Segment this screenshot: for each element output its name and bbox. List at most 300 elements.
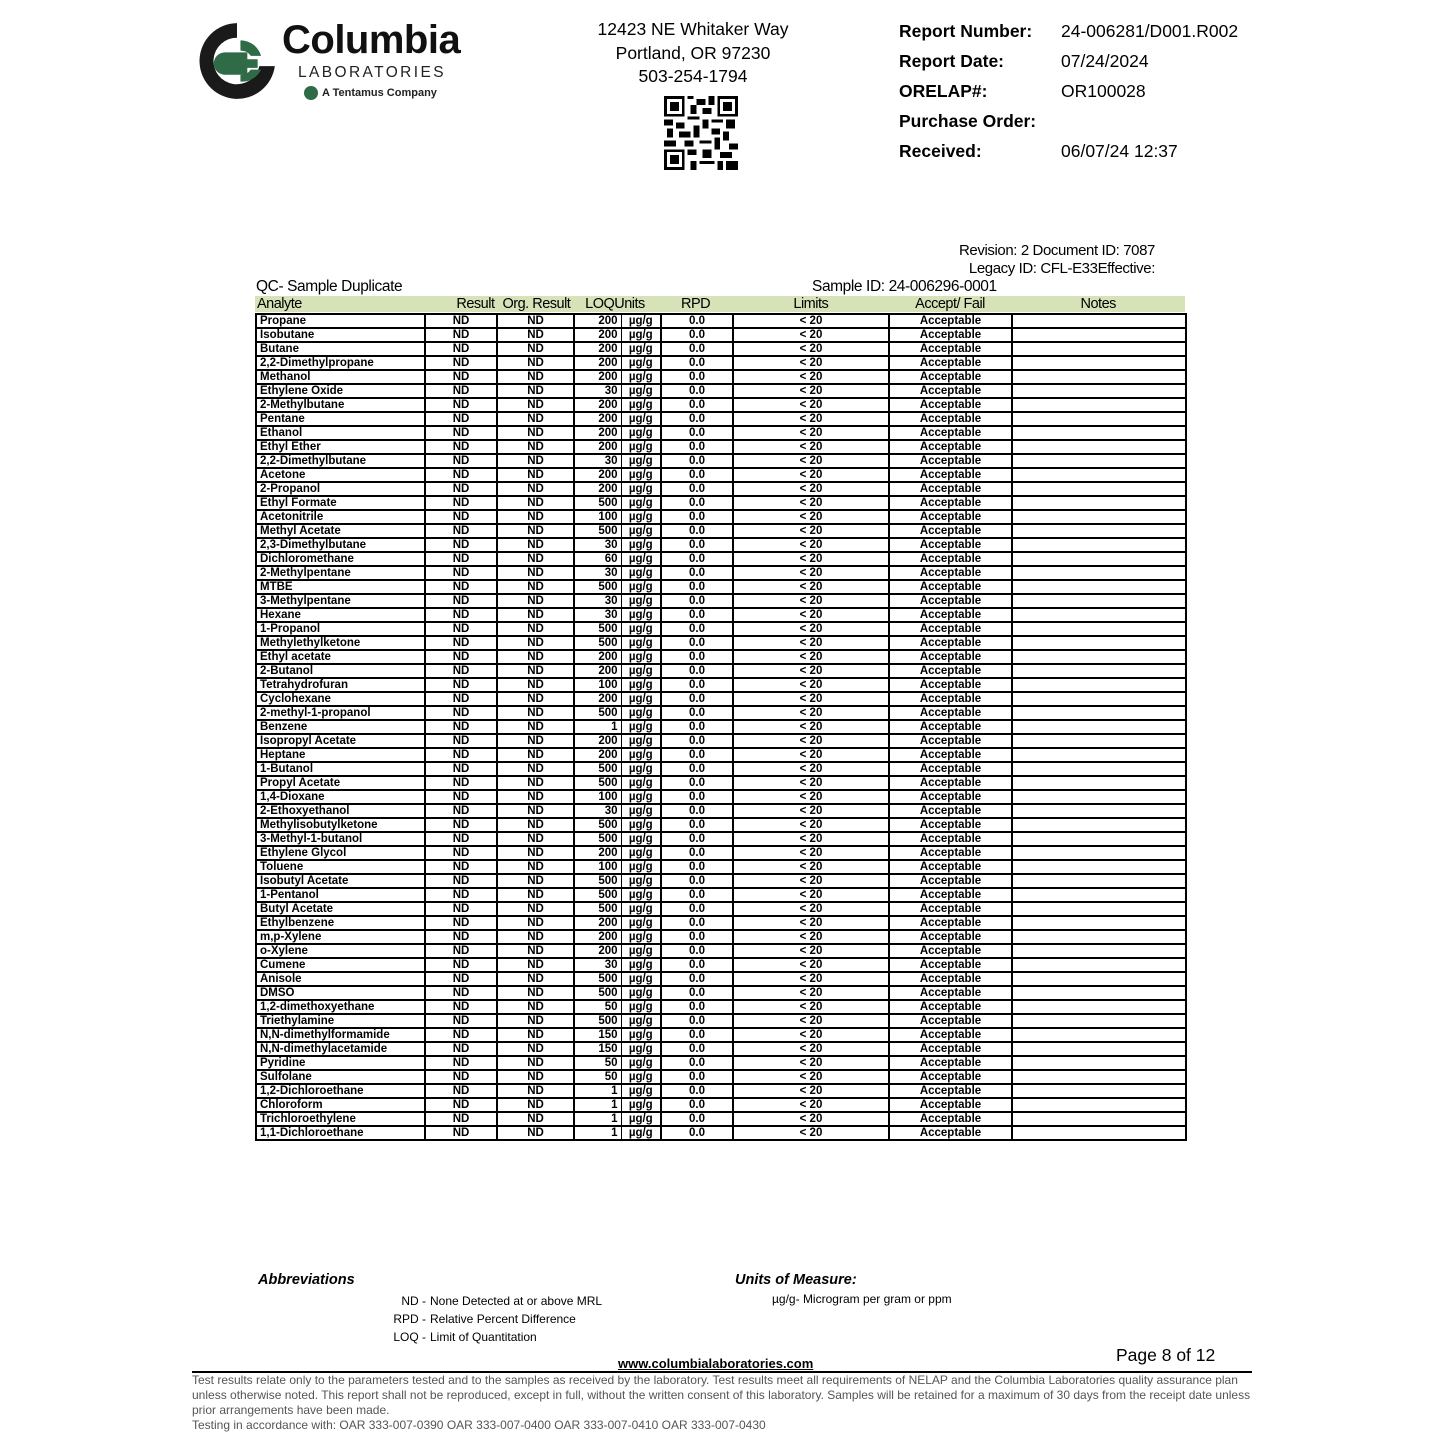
rpd-cell: 0.0 [661, 832, 733, 846]
table-row [256, 496, 1186, 510]
loq-cell: 30 [574, 538, 621, 552]
rpd-cell: 0.0 [661, 566, 733, 580]
units-cell: µg/g [621, 314, 661, 328]
table-row [256, 1112, 1186, 1126]
analyte-cell: Cyclohexane [256, 692, 425, 706]
status-cell: Acceptable [889, 580, 1012, 594]
rpd-cell: 0.0 [661, 1112, 733, 1126]
notes-cell [1012, 342, 1186, 356]
analyte-cell: Ethanol [256, 426, 425, 440]
result-cell: ND [425, 804, 497, 818]
result-cell: ND [425, 706, 497, 720]
page-number: Page 8 of 12 [1116, 1345, 1216, 1365]
rpd-cell: 0.0 [661, 524, 733, 538]
limits-cell: < 20 [733, 902, 889, 916]
org-result-cell: ND [497, 734, 574, 748]
result-cell: ND [425, 944, 497, 958]
result-cell: ND [425, 314, 497, 328]
status-cell: Acceptable [889, 1084, 1012, 1098]
rpd-cell: 0.0 [661, 412, 733, 426]
notes-cell [1012, 440, 1186, 454]
report-number-label: Report Number: [899, 20, 1033, 41]
notes-cell [1012, 790, 1186, 804]
notes-cell [1012, 370, 1186, 384]
table-row [256, 622, 1186, 636]
sample-id: Sample ID: 24-006296-0001 [812, 278, 997, 295]
status-cell: Acceptable [889, 440, 1012, 454]
tentamus-icon [304, 86, 318, 100]
analyte-cell: 2-Butanol [256, 664, 425, 678]
analyte-cell: Isopropyl Acetate [256, 734, 425, 748]
table-row [256, 790, 1186, 804]
loq-cell: 200 [574, 482, 621, 496]
abbreviation-text: Relative Percent Difference [430, 1312, 576, 1326]
result-cell: ND [425, 692, 497, 706]
result-cell: ND [425, 888, 497, 902]
result-cell: ND [425, 860, 497, 874]
units-cell: µg/g [621, 930, 661, 944]
address-street: 12423 NE Whitaker Way [597, 19, 789, 39]
notes-cell [1012, 510, 1186, 524]
result-cell: ND [425, 608, 497, 622]
limits-cell: < 20 [733, 468, 889, 482]
status-cell: Acceptable [889, 762, 1012, 776]
notes-cell [1012, 706, 1186, 720]
status-cell: Acceptable [889, 496, 1012, 510]
result-cell: ND [425, 986, 497, 1000]
limits-cell: < 20 [733, 1056, 889, 1070]
table-row [256, 608, 1186, 622]
org-result-cell: ND [497, 510, 574, 524]
org-result-cell: ND [497, 790, 574, 804]
notes-cell [1012, 1000, 1186, 1014]
rpd-cell: 0.0 [661, 1098, 733, 1112]
result-cell: ND [425, 762, 497, 776]
units-item [772, 1292, 952, 1306]
limits-cell: < 20 [733, 930, 889, 944]
analyte-cell: 1-Propanol [256, 622, 425, 636]
org-result-cell: ND [497, 762, 574, 776]
limits-cell: < 20 [733, 818, 889, 832]
units-cell: µg/g [621, 566, 661, 580]
col-units: Units [614, 296, 645, 312]
analyte-cell: 1,4-Dioxane [256, 790, 425, 804]
units-cell: µg/g [621, 678, 661, 692]
units-cell: µg/g [621, 818, 661, 832]
loq-cell: 500 [574, 636, 621, 650]
org-result-cell: ND [497, 454, 574, 468]
status-cell: Acceptable [889, 874, 1012, 888]
loq-cell: 200 [574, 356, 621, 370]
rpd-cell: 0.0 [661, 454, 733, 468]
report-info [899, 16, 1238, 166]
org-result-cell: ND [497, 440, 574, 454]
table-row [256, 972, 1186, 986]
org-result-cell: ND [497, 650, 574, 664]
table-row [256, 1098, 1186, 1112]
loq-cell: 100 [574, 790, 621, 804]
table-row [256, 832, 1186, 846]
report-date-value: 07/24/2024 [1061, 50, 1149, 71]
analyte-cell: N,N-dimethylacetamide [256, 1042, 425, 1056]
org-result-cell: ND [497, 1070, 574, 1084]
rpd-cell: 0.0 [661, 930, 733, 944]
abbreviation-item [376, 1310, 602, 1328]
org-result-cell: ND [497, 706, 574, 720]
loq-cell: 30 [574, 454, 621, 468]
org-result-cell: ND [497, 1084, 574, 1098]
loq-cell: 500 [574, 874, 621, 888]
col-org-result: Org. Result [502, 296, 571, 312]
loq-cell: 150 [574, 1042, 621, 1056]
rpd-cell: 0.0 [661, 860, 733, 874]
status-cell: Acceptable [889, 720, 1012, 734]
loq-cell: 200 [574, 370, 621, 384]
table-row [256, 958, 1186, 972]
purchase-order-row [899, 106, 1238, 136]
result-cell: ND [425, 384, 497, 398]
org-result-cell: ND [497, 412, 574, 426]
limits-cell: < 20 [733, 356, 889, 370]
qr-code-icon[interactable] [664, 96, 738, 170]
result-cell: ND [425, 1000, 497, 1014]
loq-cell: 200 [574, 426, 621, 440]
loq-cell: 500 [574, 902, 621, 916]
company-name: Columbia [282, 18, 461, 62]
result-cell: ND [425, 1014, 497, 1028]
notes-cell [1012, 566, 1186, 580]
rpd-cell: 0.0 [661, 482, 733, 496]
limits-cell: < 20 [733, 482, 889, 496]
analyte-cell: Butane [256, 342, 425, 356]
analyte-cell: 2,3-Dimethylbutane [256, 538, 425, 552]
abbreviation-text: None Detected at or above MRL [430, 1294, 603, 1308]
status-cell: Acceptable [889, 986, 1012, 1000]
disclaimer-line: Test results relate only to the parameters tested and to the samples as received by the laboratory. Test results meet all requirements of NELAP and the Columbia Laboratories quality assurance plan [192, 1373, 1238, 1387]
status-cell: Acceptable [889, 972, 1012, 986]
units-cell: µg/g [621, 454, 661, 468]
result-cell: ND [425, 328, 497, 342]
analyte-cell: 1,2-Dichloroethane [256, 1084, 425, 1098]
table-row [256, 342, 1186, 356]
units-cell: µg/g [621, 874, 661, 888]
results-table-body [255, 313, 1187, 1141]
org-result-cell: ND [497, 1014, 574, 1028]
rpd-cell: 0.0 [661, 720, 733, 734]
status-cell: Acceptable [889, 1126, 1012, 1140]
status-cell: Acceptable [889, 356, 1012, 370]
org-result-cell: ND [497, 580, 574, 594]
result-cell: ND [425, 790, 497, 804]
loq-cell: 200 [574, 930, 621, 944]
notes-cell [1012, 608, 1186, 622]
units-cell: µg/g [621, 692, 661, 706]
notes-cell [1012, 846, 1186, 860]
result-cell: ND [425, 1084, 497, 1098]
status-cell: Acceptable [889, 692, 1012, 706]
limits-cell: < 20 [733, 594, 889, 608]
loq-cell: 200 [574, 944, 621, 958]
notes-cell [1012, 398, 1186, 412]
table-row [256, 664, 1186, 678]
analyte-cell: Sulfolane [256, 1070, 425, 1084]
loq-cell: 30 [574, 594, 621, 608]
units-cell: µg/g [621, 356, 661, 370]
status-cell: Acceptable [889, 902, 1012, 916]
table-row [256, 902, 1186, 916]
result-cell: ND [425, 426, 497, 440]
status-cell: Acceptable [889, 832, 1012, 846]
org-result-cell: ND [497, 986, 574, 1000]
units-cell: µg/g [621, 916, 661, 930]
result-cell: ND [425, 972, 497, 986]
limits-cell: < 20 [733, 860, 889, 874]
loq-cell: 30 [574, 566, 621, 580]
units-cell: µg/g [621, 440, 661, 454]
result-cell: ND [425, 1042, 497, 1056]
table-row [256, 370, 1186, 384]
loq-cell: 200 [574, 314, 621, 328]
limits-cell: < 20 [733, 636, 889, 650]
units-cell: µg/g [621, 776, 661, 790]
result-cell: ND [425, 734, 497, 748]
limits-cell: < 20 [733, 944, 889, 958]
limits-cell: < 20 [733, 1014, 889, 1028]
abbreviation-key: RPD - [393, 1312, 426, 1326]
loq-cell: 200 [574, 846, 621, 860]
table-row [256, 1070, 1186, 1084]
org-result-cell: ND [497, 1000, 574, 1014]
units-key: µg/g- [772, 1292, 800, 1306]
limits-cell: < 20 [733, 1042, 889, 1056]
table-row [256, 566, 1186, 580]
limits-cell: < 20 [733, 832, 889, 846]
analyte-cell: Ethylene Oxide [256, 384, 425, 398]
status-cell: Acceptable [889, 1028, 1012, 1042]
units-cell: µg/g [621, 580, 661, 594]
notes-cell [1012, 538, 1186, 552]
table-row [256, 678, 1186, 692]
limits-cell: < 20 [733, 664, 889, 678]
rpd-cell: 0.0 [661, 622, 733, 636]
status-cell: Acceptable [889, 510, 1012, 524]
org-result-cell: ND [497, 1098, 574, 1112]
loq-cell: 500 [574, 706, 621, 720]
result-cell: ND [425, 496, 497, 510]
table-row [256, 398, 1186, 412]
table-row [256, 804, 1186, 818]
analyte-cell: Isobutane [256, 328, 425, 342]
notes-cell [1012, 930, 1186, 944]
org-result-cell: ND [497, 832, 574, 846]
limits-cell: < 20 [733, 972, 889, 986]
notes-cell [1012, 356, 1186, 370]
table-row [256, 1056, 1186, 1070]
status-cell: Acceptable [889, 398, 1012, 412]
loq-cell: 30 [574, 384, 621, 398]
table-row [256, 1126, 1186, 1140]
analyte-cell: Triethylamine [256, 1014, 425, 1028]
disclaimer [192, 1373, 1252, 1433]
notes-cell [1012, 972, 1186, 986]
limits-cell: < 20 [733, 916, 889, 930]
loq-cell: 100 [574, 860, 621, 874]
table-row [256, 482, 1186, 496]
table-row [256, 888, 1186, 902]
limits-cell: < 20 [733, 1126, 889, 1140]
status-cell: Acceptable [889, 552, 1012, 566]
analyte-cell: Benzene [256, 720, 425, 734]
table-row [256, 468, 1186, 482]
loq-cell: 500 [574, 580, 621, 594]
abbreviations-title: Abbreviations [258, 1272, 355, 1288]
org-result-cell: ND [497, 846, 574, 860]
rpd-cell: 0.0 [661, 874, 733, 888]
limits-cell: < 20 [733, 328, 889, 342]
units-text: Microgram per gram or ppm [802, 1292, 952, 1306]
units-cell: µg/g [621, 594, 661, 608]
rpd-cell: 0.0 [661, 888, 733, 902]
purchase-order-label: Purchase Order: [899, 110, 1037, 131]
org-result-cell: ND [497, 748, 574, 762]
loq-cell: 200 [574, 664, 621, 678]
disclaimer-line: unless otherwise noted. This report shall not be reproduced, except in full, without the written consent of this laboratory. Samples will be retained for a maximum of 30 days from the receipt date unless [192, 1388, 1251, 1402]
rpd-cell: 0.0 [661, 734, 733, 748]
notes-cell [1012, 524, 1186, 538]
notes-cell [1012, 594, 1186, 608]
status-cell: Acceptable [889, 538, 1012, 552]
units-cell: µg/g [621, 1014, 661, 1028]
result-cell: ND [425, 594, 497, 608]
org-result-cell: ND [497, 622, 574, 636]
status-cell: Acceptable [889, 888, 1012, 902]
notes-cell [1012, 916, 1186, 930]
notes-cell [1012, 384, 1186, 398]
table-row [256, 944, 1186, 958]
rpd-cell: 0.0 [661, 496, 733, 510]
analyte-cell: 1,1-Dichloroethane [256, 1126, 425, 1140]
loq-cell: 30 [574, 958, 621, 972]
status-cell: Acceptable [889, 748, 1012, 762]
notes-cell [1012, 314, 1186, 328]
units-cell: µg/g [621, 902, 661, 916]
loq-cell: 30 [574, 608, 621, 622]
status-cell: Acceptable [889, 916, 1012, 930]
table-row [256, 314, 1186, 328]
revision-info [959, 242, 1155, 278]
col-loq: LOQ [585, 296, 615, 312]
rpd-cell: 0.0 [661, 552, 733, 566]
section-title: QC- Sample Duplicate [256, 278, 403, 295]
limits-cell: < 20 [733, 426, 889, 440]
loq-cell: 1 [574, 1098, 621, 1112]
loq-cell: 200 [574, 916, 621, 930]
org-result-cell: ND [497, 902, 574, 916]
table-row [256, 1042, 1186, 1056]
status-cell: Acceptable [889, 664, 1012, 678]
limits-cell: < 20 [733, 1084, 889, 1098]
result-cell: ND [425, 636, 497, 650]
notes-cell [1012, 622, 1186, 636]
limits-cell: < 20 [733, 958, 889, 972]
status-cell: Acceptable [889, 426, 1012, 440]
loq-cell: 30 [574, 804, 621, 818]
result-cell: ND [425, 958, 497, 972]
units-cell: µg/g [621, 972, 661, 986]
rpd-cell: 0.0 [661, 510, 733, 524]
status-cell: Acceptable [889, 314, 1012, 328]
loq-cell: 200 [574, 734, 621, 748]
units-cell: µg/g [621, 1126, 661, 1140]
org-result-cell: ND [497, 426, 574, 440]
analyte-cell: Pyridine [256, 1056, 425, 1070]
limits-cell: < 20 [733, 790, 889, 804]
limits-cell: < 20 [733, 804, 889, 818]
analyte-cell: 2-Methylpentane [256, 566, 425, 580]
units-cell: µg/g [621, 412, 661, 426]
units-cell: µg/g [621, 650, 661, 664]
rpd-cell: 0.0 [661, 538, 733, 552]
table-row [256, 776, 1186, 790]
status-cell: Acceptable [889, 1070, 1012, 1084]
table-row [256, 580, 1186, 594]
loq-cell: 200 [574, 748, 621, 762]
units-cell: µg/g [621, 552, 661, 566]
loq-cell: 50 [574, 1056, 621, 1070]
table-row [256, 328, 1186, 342]
rpd-cell: 0.0 [661, 846, 733, 860]
result-cell: ND [425, 524, 497, 538]
units-cell: µg/g [621, 860, 661, 874]
result-cell: ND [425, 454, 497, 468]
notes-cell [1012, 650, 1186, 664]
status-cell: Acceptable [889, 384, 1012, 398]
org-result-cell: ND [497, 916, 574, 930]
limits-cell: < 20 [733, 384, 889, 398]
notes-cell [1012, 958, 1186, 972]
rpd-cell: 0.0 [661, 804, 733, 818]
rpd-cell: 0.0 [661, 944, 733, 958]
status-cell: Acceptable [889, 328, 1012, 342]
results-table [255, 296, 1185, 1141]
notes-cell [1012, 874, 1186, 888]
status-cell: Acceptable [889, 566, 1012, 580]
notes-cell [1012, 734, 1186, 748]
result-cell: ND [425, 580, 497, 594]
limits-cell: < 20 [733, 1070, 889, 1084]
org-result-cell: ND [497, 328, 574, 342]
abbreviation-key: ND - [401, 1294, 426, 1308]
units-cell: µg/g [621, 846, 661, 860]
org-result-cell: ND [497, 370, 574, 384]
analyte-cell: Chloroform [256, 1098, 425, 1112]
abbreviation-item [376, 1328, 602, 1346]
rpd-cell: 0.0 [661, 398, 733, 412]
limits-cell: < 20 [733, 314, 889, 328]
result-cell: ND [425, 398, 497, 412]
loq-cell: 50 [574, 1070, 621, 1084]
org-result-cell: ND [497, 524, 574, 538]
notes-cell [1012, 888, 1186, 902]
org-result-cell: ND [497, 636, 574, 650]
loq-cell: 200 [574, 440, 621, 454]
status-cell: Acceptable [889, 1056, 1012, 1070]
website-link[interactable]: www.columbialaboratories.com [618, 1356, 814, 1371]
rpd-cell: 0.0 [661, 902, 733, 916]
result-cell: ND [425, 1056, 497, 1070]
org-result-cell: ND [497, 314, 574, 328]
disclaimer-line: Testing in accordance with: OAR 333-007-0390 OAR 333-007-0400 OAR 333-007-0410 OAR 333-007-0430 [192, 1418, 766, 1432]
